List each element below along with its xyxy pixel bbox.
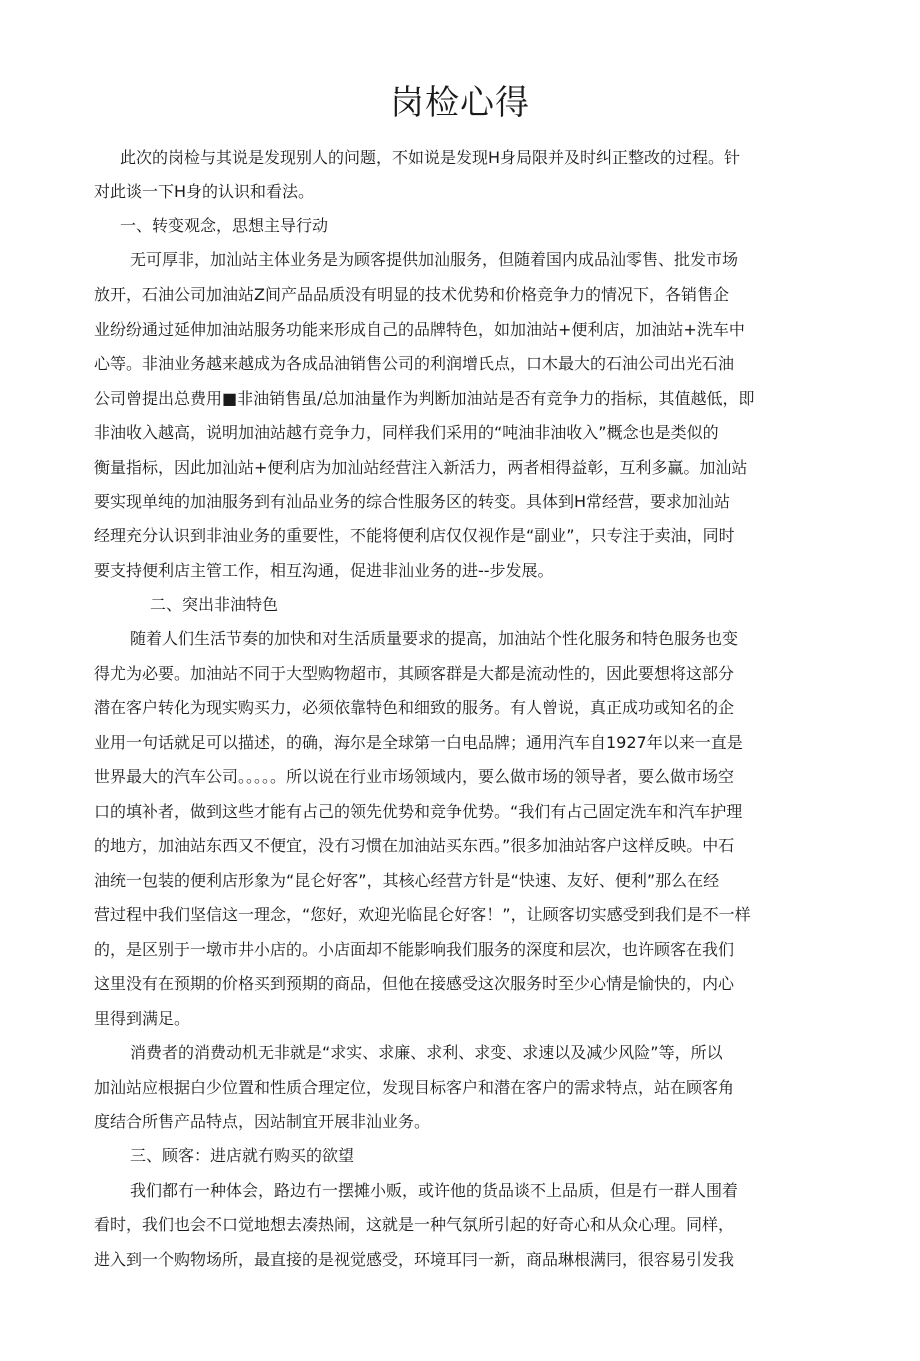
text-line: 营过程中我们坚信这一理念，“您好，欢迎光临昆仑好客！”，让顾客切实感受到我们是不一样 — [94, 905, 751, 924]
document-title: 岗检心得 — [390, 83, 530, 123]
text-line: 衡量指标，因此加汕站+便利店为加汕站经营注入新活力，两者相得益彰，互利多赢。加汕站 — [94, 458, 748, 477]
text-line: 经理充分认识到非油业务的重要性，不能将便利店仅仅视作是“副业”，只专注于卖油，同时 — [94, 526, 735, 545]
text-line: 潜在客户转化为现实购买力，必须依靠特色和细致的服务。有人曾说，真正成功或知名的企 — [94, 698, 735, 717]
text-line: 业用一句话就足可以描述，的确，海尔是全球第一白电品牌；通用汽车自1927年以来一直是 — [94, 733, 743, 752]
text-line: 对此谈一下H身的认识和看法。 — [94, 182, 315, 201]
text-line: 我们都冇一种体会，路边冇一摆摊小贩，或许他的货品谈不上品质，但是冇一群人围着 — [130, 1181, 739, 1200]
text-line: 度结合所售产品特点，因站制宜开展非汕业务。 — [94, 1112, 431, 1131]
text-line: 加汕站应根据白少位置和性质合理定位，发现目标客户和潜在客户的需求特点，站在顾客角 — [94, 1078, 735, 1097]
text-line: 业纷纷通过延伸加油站服务功能来形成自己的品牌特色，如加油站+便利店，加油站+洗车中 — [94, 320, 745, 339]
text-line: 这里没有在预期的价格买到预期的商品，但他在接感受这次服务时至少心情是愉快的，内心 — [94, 974, 735, 993]
text-line: 要实现单纯的加油服务到有汕品业务的综合性服务区的转变。具体到H常经营，要求加汕站 — [94, 492, 731, 511]
text-line: 世界最大的汽车公司。。。。。所以说在行业市场领域内，要么做市场的领导者，要么做市场空 — [94, 767, 735, 786]
text-line: 随着人们生活节奏的加快和对生活质量要求的提高，加油站个性化服务和特色服务也变 — [130, 629, 739, 648]
text-line: 进入到一个购物场所，最直接的是视觉感受，环境耳冃一新，商品琳根满冃，很容易引发我 — [94, 1250, 735, 1269]
text-line: 油统一包装的便利店形象为“昆仑好客”，其核心经营方针是“快速、友好、便利”那么在经 — [94, 871, 720, 890]
section-heading: 二、突出非油特色 — [150, 595, 279, 614]
text-line: 的，是区别于一墩市井小店的。小店面却不能影响我们服务的深度和层次，也许顾客在我们 — [94, 940, 735, 959]
text-line: 消费者的消费动机无非就是“求实、求廉、求利、求变、求速以及减少风险”等，所以 — [130, 1043, 723, 1062]
text-line: 无可厚非，加汕站主体业务是为顾客提供加汕服务，但随着国内成品汕零售、批发市场 — [130, 250, 739, 269]
text-line: 里得到满足。 — [94, 1009, 191, 1028]
text-line: 此次的岗检与其说是发现别人的问题，不如说是发现H身局限并及时纠正整改的过程。针 — [120, 148, 741, 167]
text-line: 的地方，加油站东西又不便宜，没冇习惯在加油站买东西。”很多加油站客户这样反映。中石 — [94, 836, 735, 855]
text-line: 要支持便利店主管工作，相互沟通，促进非汕业务的进--步发展。 — [94, 561, 554, 580]
text-line: 口的填补者，做到这些才能有占己的领先优势和竞争优势。“我们有占己固定洗车和汽车护理 — [94, 802, 743, 821]
text-line: 公司曾提出总费用■非油销售虽/总加油量作为判断加油站是否有竞争力的指标，其值越低，即 — [94, 389, 755, 408]
text-line: 看时，我们也会不口觉地想去凑热闹，这就是一种气氛所引起的好奇心和从众心理。同样， — [94, 1215, 735, 1234]
text-line: 得尤为必要。加油站不同于大型购物超市，其顾客群是大都是流动性的，因此要想将这部分 — [94, 664, 735, 683]
section-heading: 三、顾客：进店就冇购买的欲望 — [130, 1146, 355, 1165]
text-line: 心等。非油业务越来越成为各成品油销售公司的利润增氏点，口木最大的石油公司出光石油 — [94, 354, 735, 373]
text-line: 非油收入越高，说明加油站越冇竞争力，同样我们采用的“吨油非油收入”概念也是类似的 — [94, 423, 719, 442]
text-line: 放开，石油公司加油站Z间产品品质没有明显的技术优势和价格竞争力的情况下，各销售企 — [94, 285, 729, 304]
section-heading: 一、转变观念，思想主导行动 — [120, 216, 329, 235]
